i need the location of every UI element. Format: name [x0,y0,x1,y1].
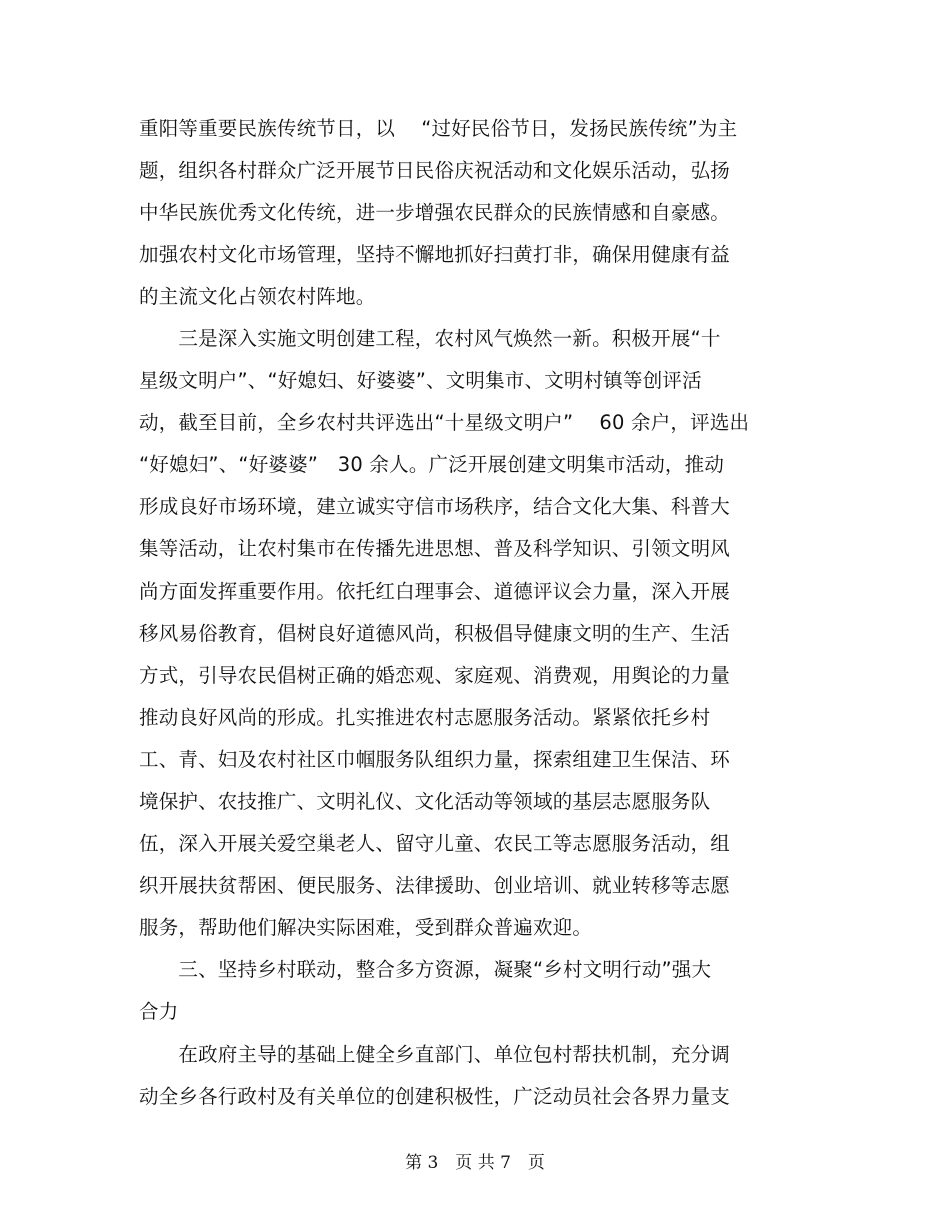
text-line: 动，截至目前，全乡农村共评选出“十星级文明户” 60 余户，评选出 [139,411,750,434]
text-line: 工、青、妇及农村社区巾帼服务队组织力量，探索组建卫生保洁、环 [139,748,731,771]
text-line: 尚方面发挥重要作用。依托红白理事会、道德评议会力量，深入开展 [139,580,731,603]
text-line: 在政府主导的基础上健全乡直部门、单位包村帮扶机制，充分调 [139,1043,731,1066]
text-line: 题，组织各村群众广泛开展节日民俗庆祝活动和文化娱乐活动，弘扬 [139,159,731,182]
text-line: 加强农村文化市场管理，坚持不懈地抓好扫黄打非，确保用健康有益 [139,243,731,266]
text-line: 织开展扶贫帮困、便民服务、法律援助、创业培训、就业转移等志愿 [139,874,731,897]
section-heading-line: 合力 [139,1000,179,1023]
text-line: 方式，引导农民倡树正确的婚恋观、家庭观、消费观，用舆论的力量 [139,664,731,687]
section-heading-line: 三、坚持乡村联动，整合多方资源，凝聚“乡村文明行动”强大 [139,958,712,981]
text-line: 星级文明户”、“好媳妇、好婆婆”、文明集市、文明村镇等创评活 [139,369,702,392]
text-line: 的主流文化占领农村阵地。 [139,285,376,308]
text-line: 集等活动，让农村集市在传播先进思想、普及科学知识、引领文明风 [139,537,731,560]
text-line: 推动良好风尚的形成。扎实推进农村志愿服务活动。紧紧依托乡村 [139,706,711,729]
text-line: 服务，帮助他们解决实际困难，受到群众普遍欢迎。 [139,916,593,939]
page-number-footer: 第 3 页 共 7 页 [405,1153,545,1173]
text-line: 三是深入实施文明创建工程，农村风气焕然一新。积极开展“十 [139,327,721,350]
text-line: 境保护、农技推广、文明礼仪、文化活动等领域的基层志愿服务队 [139,790,711,813]
text-line: “好媳妇”、“好婆婆” 30 余人。广泛开展创建文明集市活动，推动 [139,453,725,476]
text-line: 重阳等重要民族传统节日，以 “过好民俗节日，发扬民族传统”为主 [139,117,738,140]
text-line: 中华民族优秀文化传统，进一步增强农民群众的民族情感和自豪感。 [139,201,731,224]
text-line: 伍，深入开展关爱空巢老人、留守儿童、农民工等志愿服务活动，组 [139,832,731,855]
text-line: 动全乡各行政村及有关单位的创建积极性，广泛动员社会各界力量支 [139,1085,731,1108]
text-line: 形成良好市场环境，建立诚实守信市场秩序，结合文化大集、科普大 [139,495,731,518]
text-line: 移风易俗教育，倡树良好道德风尚，积极倡导健康文明的生产、生活 [139,622,731,645]
